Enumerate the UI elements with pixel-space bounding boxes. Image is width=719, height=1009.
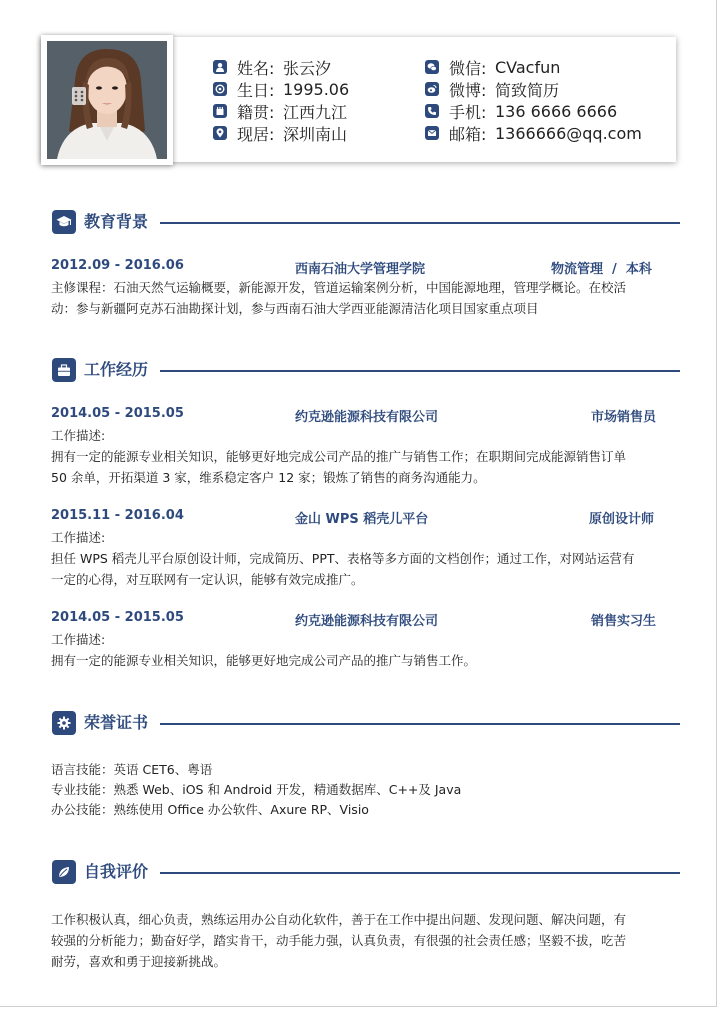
education-section-header: [52, 210, 682, 236]
email-value: 1366666@qq.com: [495, 123, 642, 143]
graduation-cap-icon: [52, 210, 76, 234]
education-school: 西南石油大学管理学院: [295, 262, 426, 277]
job-company: 金山 WPS 稻壳儿平台: [295, 512, 429, 527]
wechat-value: CVacfun: [495, 57, 561, 77]
home-icon: [213, 104, 227, 118]
job-description-label: 工作描述:: [51, 530, 106, 545]
residence-label: 现居:: [237, 124, 275, 144]
job-date: 2014.05 - 2015.05: [51, 406, 184, 421]
self-eval-line: 较强的分析能力；勤奋好学，踏实肯干，动手能力强，认真负责，有很强的社会责任感；坚毅不拔，吃苦: [51, 933, 627, 948]
profile-row-name: [213, 57, 331, 77]
job-role: 原创设计师: [589, 512, 655, 527]
self-eval-section-header: [52, 860, 682, 886]
job-company: 约克逊能源科技有限公司: [295, 410, 439, 425]
honors-title: 荣誉证书: [84, 713, 149, 732]
location-icon: [213, 126, 227, 140]
profile-photo-frame: [41, 35, 173, 165]
residence-value: 深圳南山: [283, 124, 348, 144]
wechat-icon: [425, 60, 439, 74]
self-eval-divider: [160, 872, 680, 874]
job-description-line: 50 余单，开拓渠道 3 家，维系稳定客户 12 家；锻炼了销售的商务沟通能力。: [51, 470, 486, 485]
education-entry-header: [51, 258, 661, 276]
hometown-value: 江西九江: [283, 102, 348, 122]
wechat-label: 微信:: [449, 58, 487, 78]
profile-row-weibo: [425, 79, 559, 99]
briefcase-icon: [52, 358, 76, 382]
education-detail: [51, 277, 666, 319]
self-eval-title: 自我评价: [84, 862, 149, 881]
profile-row-email: [425, 123, 642, 143]
self-eval-line: 工作积极认真，细心负责，熟练运用办公自动化软件，善于在工作中提出问题、发现问题、解决问题，有: [51, 912, 627, 927]
job-role: 市场销售员: [591, 410, 657, 425]
job-description-label: 工作描述:: [51, 632, 106, 647]
hometown-label: 籍贯:: [237, 102, 275, 122]
job-entry-header: [51, 406, 661, 424]
education-title: 教育背景: [84, 212, 149, 231]
job-description: [51, 425, 666, 488]
name-label: 姓名:: [237, 58, 275, 78]
education-detail-line: 动：参与新疆阿克苏石油勘探计划，参与西南石油大学西亚能源清洁化项目国家重点项目: [51, 301, 539, 316]
job-date: 2015.11 - 2016.04: [51, 508, 184, 523]
self-eval-line: 耐劳，喜欢和勇于迎接新挑战。: [51, 954, 227, 969]
profile-row-phone: [425, 101, 617, 121]
weibo-label: 微博:: [449, 80, 487, 100]
email-label: 邮箱:: [449, 124, 487, 144]
phone-value: 136 6666 6666: [495, 101, 618, 121]
job-description-label: 工作描述:: [51, 428, 106, 443]
job-entry-header: [51, 610, 661, 628]
profile-row-wechat: [425, 57, 560, 77]
profile-row-hometown: [213, 101, 347, 121]
job-description-line: 一定的心得，对互联网有一定认识，能够有效完成推广。: [51, 572, 364, 587]
work-divider: [160, 370, 680, 372]
honor-line-office: 办公技能：熟练使用 Office 办公软件、Axure RP、Visio: [51, 802, 369, 817]
self-eval-text: [51, 909, 666, 972]
honor-line-professional: 专业技能：熟悉 Web、iOS 和 Android 开发，精通数据库、C++及 Java: [51, 782, 462, 797]
work-title: 工作经历: [84, 360, 149, 379]
user-icon: [213, 60, 227, 74]
leaf-icon: [52, 860, 76, 884]
education-divider: [160, 222, 680, 224]
birthday-label: 生日:: [237, 80, 275, 100]
phone-label: 手机:: [449, 102, 487, 122]
education-detail-line: 主修课程：石油天然气运输概要，新能源开发，管道运输案例分析，中国能源地理，管理学概论。在校活: [51, 280, 627, 295]
birthday-icon: [213, 82, 227, 96]
weibo-value: 简致简历: [495, 80, 560, 100]
job-description-line: 拥有一定的能源专业相关知识，能够更好地完成公司产品的推广与销售工作。: [51, 653, 477, 668]
gear-icon: [52, 711, 76, 735]
profile-row-residence: [213, 123, 347, 143]
job-role: 销售实习生: [591, 614, 657, 629]
job-description-line: 担任 WPS 稻壳儿平台原创设计师，完成简历、PPT、表格等多方面的文档创作；通过工作，对网站运营有: [51, 551, 635, 566]
birthday-value: 1995.06: [283, 79, 350, 99]
honors-list: [51, 760, 666, 820]
job-description: [51, 527, 666, 590]
job-description-line: 拥有一定的能源专业相关知识，能够更好地完成公司产品的推广与销售工作；在职期间完成能源销售订单: [51, 449, 627, 464]
weibo-icon: [425, 82, 439, 96]
profile-row-birthday: [213, 79, 349, 99]
job-description: [51, 629, 666, 671]
honors-section-header: [52, 711, 682, 737]
honors-divider: [160, 723, 680, 725]
mail-icon: [425, 126, 439, 140]
name-value: 张云汐: [283, 58, 332, 78]
honor-line-language: 语言技能：英语 CET6、粤语: [51, 762, 213, 777]
education-major: 物流管理 / 本科: [551, 262, 652, 277]
work-section-header: [52, 358, 682, 384]
job-company: 约克逊能源科技有限公司: [295, 614, 439, 629]
education-date: 2012.09 - 2016.06: [51, 258, 184, 273]
job-entry-header: [51, 508, 661, 526]
job-date: 2014.05 - 2015.05: [51, 610, 184, 625]
profile-photo: [47, 41, 167, 159]
phone-icon: [425, 104, 439, 118]
